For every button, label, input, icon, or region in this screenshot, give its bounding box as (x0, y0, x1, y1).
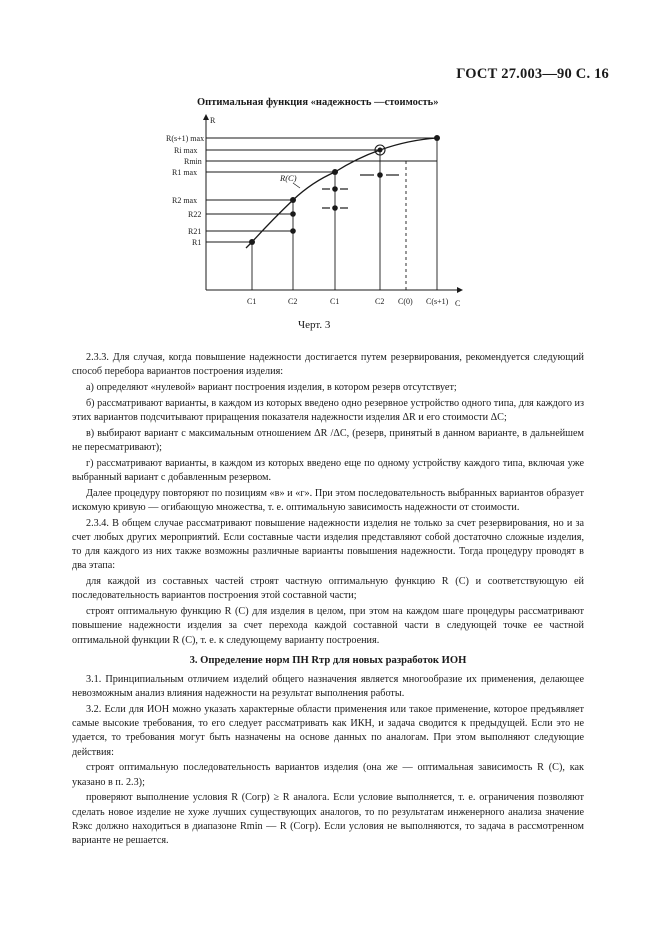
ylabel-rimax: Ri max (174, 146, 198, 155)
curve-label: R(C) (280, 173, 297, 183)
standard-code: ГОСТ 27.003—90 С. 16 (456, 66, 609, 82)
paragraph: б) рассматривают варианты, в каждом из которых введено одно резервное устройство одного типа, для каждого из этих вариантов подсчитывают приращения показателя надежности изделия ΔR и его стоимости ΔC; (72, 397, 584, 423)
paragraph: проверяют выполнение условия R (Cогр) ≥ R аналога. Если условие выполняется, т. е. ограничения позволяют сделать новое изделие не хуже лучших существующих аналогов, то по результатам инженерного анализа значение Rэкс должно находиться в диапазоне Rmin — R (Cогр). Если условия не выполняются, то задача в рассмотренном варианте не решается. (72, 792, 584, 847)
ylabel-rs1max: R(s+1) max (166, 134, 205, 143)
paragraph: Далее процедуру повторяют по позициям «в» и «г». При этом последовательность выбранных вариантов образует искомую кривую — огибающую множества, т. е. оптимальную зависимость надежности от стоимости. (72, 487, 584, 513)
paragraph: 2.3.3. Для случая, когда повышение надежности достигается путем резервирования, рекомендуется следующий способ перебора вариантов построения изделия: (72, 352, 584, 378)
reliability-cost-chart (0, 0, 661, 340)
xlabel-c2: C2 (288, 297, 298, 306)
paragraph: 3.1. Принципиальным отличием изделий общего назначения является многообразие их применения, делающее невозможным анализ влияния надежности на результат выполнения работы. (72, 674, 584, 700)
paragraph: строят оптимальную функцию R (C) для изделия в целом, при этом на каждом шаге процедуры рассматривают повышение надежности изделия за счет перехода каждой составной части в следующей точке ее частной оптимальной функции R (C), т. е. к следующему варианту построения. (72, 606, 584, 646)
point-cj-inner (378, 148, 383, 153)
xlabel-c1: C1 (247, 297, 257, 306)
body-text (72, 351, 584, 850)
paragraph: для каждой из составных частей строят частную оптимальную функцию R (C) и соответствующую ей последовательность вариантов построения этой составной части; (72, 576, 584, 602)
alt-points (290, 172, 399, 234)
point-cs1 (434, 135, 440, 141)
curve-label-leader (293, 183, 300, 188)
optimal-curve (246, 138, 437, 248)
point-ci (332, 169, 338, 175)
y-axis-label: R (210, 116, 216, 125)
ylabel-rmin: Rmin (184, 157, 202, 166)
xlabel-ci: C1 (330, 297, 340, 306)
point-c2 (290, 197, 296, 203)
ylabel-r22: R22 (188, 210, 202, 219)
paragraph: 2.3.4. В общем случае рассматривают повышение надежности изделия не только за счет резервирования, но и за счет любых других мероприятий. Если составные части изделия представляют собой достаточно сложные изделия, то для каждого из них также возможны различные варианты повышения надежности. Тогда процедуру проводят в два этапа: (72, 517, 584, 572)
paragraph: г) рассматривают варианты, в каждом из которых введено еще по одному устройству каждого типа, включая уже выбранный вариант с добавленным резервом. (72, 457, 584, 483)
paragraph: а) определяют «нулевой» вариант построения изделия, в котором резерв отсутствует; (86, 382, 457, 393)
xlabel-cj: C2 (375, 297, 385, 306)
xlabel-c0: C(0) (398, 297, 413, 306)
x-axis-label: C (455, 299, 461, 308)
figure-caption: Черт. 3 (298, 319, 331, 331)
ylabel-r21: R21 (188, 227, 202, 236)
ylabel-r2max: R2 max (172, 196, 198, 205)
section-title: 3. Определение норм ПН Rтр для новых разработок ИОН (189, 654, 467, 666)
paragraph: в) выбирают вариант с максимальным отношением ΔR /ΔC, (резерв, принятый в данном варианте, в дальнейшем не пересматривают); (72, 427, 584, 453)
ylabel-r1max: R1 max (172, 168, 198, 177)
paragraph: строят оптимальную последовательность вариантов изделия (она же — оптимальная зависимость R (C), как указано в п. 2.3); (72, 762, 584, 788)
figure-title: Оптимальная функция «надежность —стоимость» (197, 97, 439, 108)
ylabel-r1: R1 (192, 238, 202, 247)
point-c1 (249, 239, 255, 245)
paragraph: 3.2. Если для ИОН можно указать характерные области применения или такое применение, которое предъявляет самые высокие требования, то его следует рассматривать как ИКН, и задача сводится к предыдущей. Если это не удается, то требования могут быть назначены на основе данных по аналогам. При этом выполняют следующие действия: (72, 704, 584, 758)
xlabel-cs1: C(s+1) (426, 297, 449, 306)
